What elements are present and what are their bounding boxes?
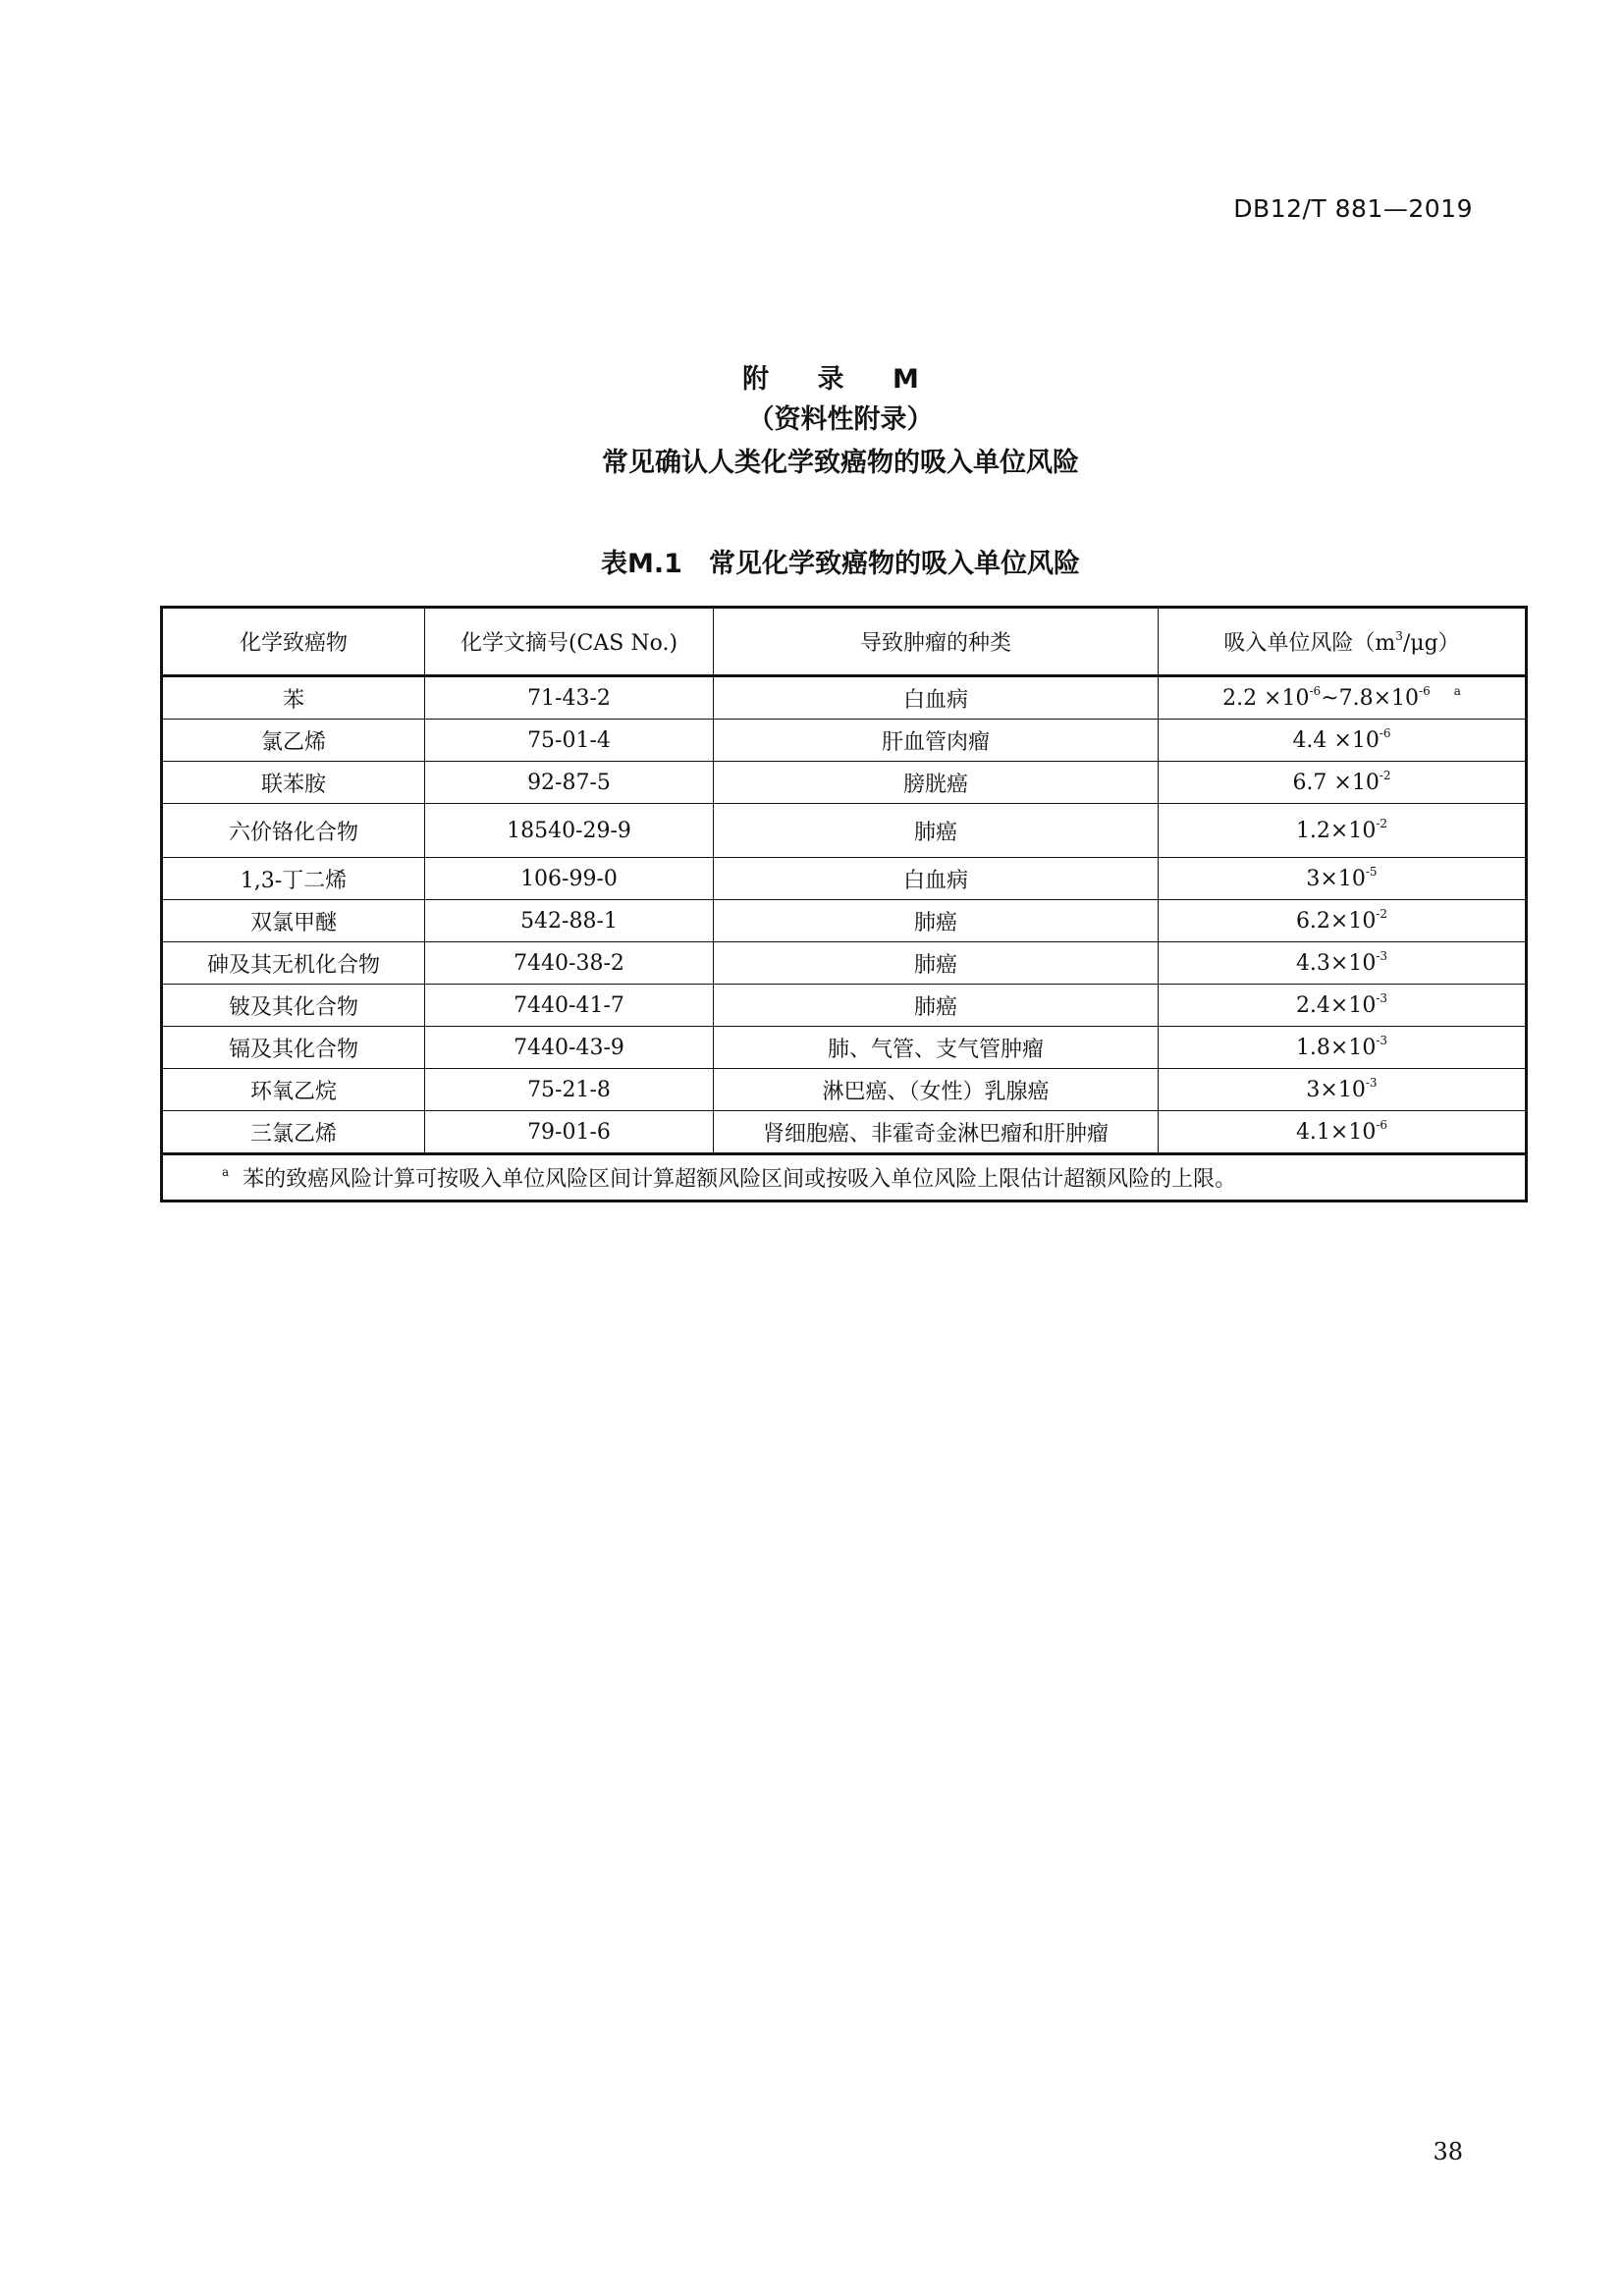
- cell-carcinogen: 氯乙烯: [162, 720, 425, 762]
- footnote-mark: a: [222, 1165, 230, 1179]
- table-row: [162, 942, 1527, 985]
- cell-tumor: 白血病: [714, 676, 1159, 720]
- table-header-row: [162, 608, 1527, 676]
- cell-cas: 106-99-0: [425, 858, 714, 900]
- cell-tumor: 肺、气管、支气管肿瘤: [714, 1027, 1159, 1069]
- cell-carcinogen: 砷及其无机化合物: [162, 942, 425, 985]
- cell-tumor: 肺癌: [714, 900, 1159, 942]
- cell-unit-risk: $3\times 10^{-3}$: [1159, 1069, 1527, 1111]
- cell-carcinogen: 铍及其化合物: [162, 985, 425, 1027]
- cell-carcinogen: 联苯胺: [162, 762, 425, 804]
- table-row: [162, 720, 1527, 762]
- table-footnote-row: [162, 1154, 1527, 1201]
- cell-cas: 542-88-1: [425, 900, 714, 942]
- inhalation-unit-risk-table: [160, 606, 1528, 1202]
- cell-unit-risk: $6.2\times 10^{-2}$: [1159, 900, 1527, 942]
- table-row: [162, 1069, 1527, 1111]
- table-caption: 表M.1 常见化学致癌物的吸入单位风险: [601, 549, 1080, 579]
- cell-carcinogen: 双氯甲醚: [162, 900, 425, 942]
- cell-carcinogen: 六价铬化合物: [162, 804, 425, 858]
- cell-tumor: 肺癌: [714, 804, 1159, 858]
- table-row: [162, 1111, 1527, 1154]
- cell-unit-risk: $1.2\times 10^{-2}$: [1159, 804, 1527, 858]
- cell-unit-risk: $3\times 10^{-5}$: [1159, 858, 1527, 900]
- table-row: [162, 985, 1527, 1027]
- annex-title: 常见确认人类化学致癌物的吸入单位风险: [602, 448, 1079, 478]
- cell-cas: 92-87-5: [425, 762, 714, 804]
- cell-tumor: 肾细胞癌、非霍奇金淋巴瘤和肝肿瘤: [714, 1111, 1159, 1154]
- header-cas-number: 化学文摘号(CAS No.): [425, 608, 714, 676]
- cell-unit-risk: $6.7 \times 10^{-2}$: [1159, 762, 1527, 804]
- cell-tumor: 肝血管肉瘤: [714, 720, 1159, 762]
- header-tumor-type: 导致肿瘤的种类: [714, 608, 1159, 676]
- cell-cas: 7440-38-2: [425, 942, 714, 985]
- cell-carcinogen: 苯: [162, 676, 425, 720]
- cell-tumor: 淋巴癌、（女性）乳腺癌: [714, 1069, 1159, 1111]
- cell-cas: 75-21-8: [425, 1069, 714, 1111]
- table-row: [162, 762, 1527, 804]
- cell-cas: 75-01-4: [425, 720, 714, 762]
- cell-unit-risk: $2.4\times 10^{-3}$: [1159, 985, 1527, 1027]
- cell-unit-risk: $4.1\times 10^{-6}$: [1159, 1111, 1527, 1154]
- cell-unit-risk: $4.3\times 10^{-3}$: [1159, 942, 1527, 985]
- cell-carcinogen: 环氧乙烷: [162, 1069, 425, 1111]
- cell-cas: 7440-43-9: [425, 1027, 714, 1069]
- annex-kind: （资料性附录）: [747, 404, 934, 435]
- table-row: [162, 676, 1527, 720]
- table-row: [162, 858, 1527, 900]
- cell-carcinogen: 1,3-丁二烯: [162, 858, 425, 900]
- cell-carcinogen: 镉及其化合物: [162, 1027, 425, 1069]
- cell-cas: 7440-41-7: [425, 985, 714, 1027]
- cell-unit-risk: $1.8\times 10^{-3}$: [1159, 1027, 1527, 1069]
- cell-tumor: 肺癌: [714, 942, 1159, 985]
- cell-carcinogen: 三氯乙烯: [162, 1111, 425, 1154]
- table-row: [162, 804, 1527, 858]
- cell-tumor: 白血病: [714, 858, 1159, 900]
- cell-tumor: 肺癌: [714, 985, 1159, 1027]
- annex-label: 附 录 M: [742, 364, 939, 395]
- standard-code: DB12/T 881—2019: [1233, 194, 1473, 223]
- cell-unit-risk: $4.4 \times 10^{-6}$: [1159, 720, 1527, 762]
- cell-unit-risk: $2.2 \times 10^{-6}\sim 7.8\times 10^{-6}$ $^a$: [1159, 676, 1527, 720]
- table-row: [162, 1027, 1527, 1069]
- table-footnote: $^a$ 苯的致癌风险计算可按吸入单位风险区间计算超额风险区间或按吸入单位风险上限估计超额风险的上限。: [162, 1154, 1527, 1201]
- header-carcinogen: 化学致癌物: [162, 608, 425, 676]
- cell-cas: 71-43-2: [425, 676, 714, 720]
- cell-tumor: 膀胱癌: [714, 762, 1159, 804]
- table-row: [162, 900, 1527, 942]
- header-unit-risk: 吸入单位风险$(m^3/\mu g)$: [1159, 608, 1527, 676]
- cell-cas: 79-01-6: [425, 1111, 714, 1154]
- cell-cas: 18540-29-9: [425, 804, 714, 858]
- page-number: 38: [1433, 2138, 1463, 2165]
